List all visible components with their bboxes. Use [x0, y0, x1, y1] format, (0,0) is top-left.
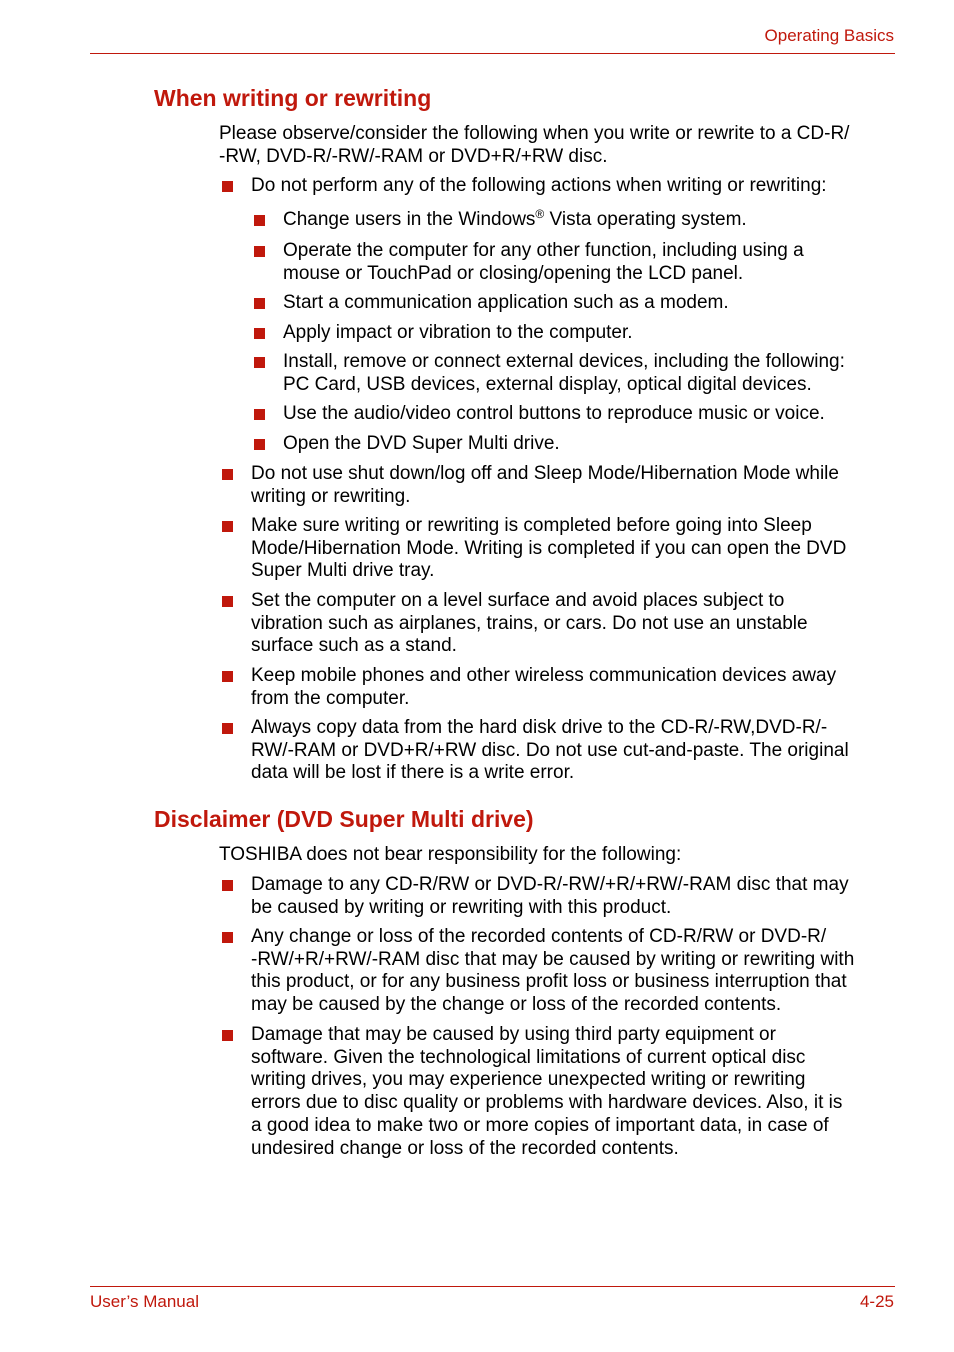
- bullet-square-icon: [222, 671, 233, 682]
- bullet-square-icon: [254, 246, 265, 257]
- list-item: Any change or loss of the recorded contents of CD-R/RW or DVD-R/ -RW/+R/+RW/-RAM disc that may be caused by writing or rewriting with this product, or for any business profit loss or business interruption that may be caused by the change or loss of the recorded contents.: [222, 926, 912, 1017]
- list-item: Do not perform any of the following actions when writing or rewriting:: [222, 175, 912, 198]
- sub-list-item: Change users in the Windows® Vista operating system.: [254, 209, 914, 232]
- bullet-square-icon: [222, 1030, 233, 1041]
- running-header: Operating Basics: [764, 26, 894, 45]
- sub-list-item: Operate the computer for any other function, including using a mouse or TouchPad or closing/opening the LCD panel.: [254, 240, 914, 285]
- disclaimer-intro: TOSHIBA does not bear responsibility for the following:: [219, 844, 682, 865]
- section-heading-disclaimer: Disclaimer (DVD Super Multi drive): [154, 806, 534, 832]
- list-item: Set the computer on a level surface and avoid places subject to vibration such as airplanes, trains, or cars. Do not use an unstable surface such as a stand.: [222, 590, 912, 658]
- bullet-square-icon: [222, 880, 233, 891]
- bullet-square-icon: [222, 596, 233, 607]
- intro-paragraph: Please observe/consider the following when you write or rewrite to a CD-R/ -RW, DVD-R/-RW/-RAM or DVD+R/+RW disc.: [219, 123, 850, 167]
- bullet-square-icon: [222, 932, 233, 943]
- bullet-square-icon: [254, 328, 265, 339]
- bullet-square-icon: [222, 469, 233, 480]
- list-item: Make sure writing or rewriting is completed before going into Sleep Mode/Hibernation Mode. Writing is completed if you can open the DVD Super Multi drive tray.: [222, 515, 912, 583]
- bullet-square-icon: [254, 215, 265, 226]
- footer-manual-title: User’s Manual: [90, 1292, 199, 1311]
- bullet-square-icon: [222, 521, 233, 532]
- bullet-square-icon: [222, 181, 233, 192]
- sub-list-item: Use the audio/video control buttons to reproduce music or voice.: [254, 403, 914, 426]
- list-item: Keep mobile phones and other wireless communication devices away from the computer.: [222, 665, 912, 710]
- list-item: Damage to any CD-R/RW or DVD-R/-RW/+R/+RW/-RAM disc that may be caused by writing or rewriting with this product.: [222, 874, 912, 919]
- bullet-square-icon: [254, 439, 265, 450]
- sub-list-item: Start a communication application such as a modem.: [254, 292, 914, 315]
- bullet-square-icon: [222, 723, 233, 734]
- sub-list-item: Install, remove or connect external devices, including the following: PC Card, USB devices, external display, optical digital devices.: [254, 351, 914, 396]
- section-heading-writing: When writing or rewriting: [154, 85, 432, 111]
- footer-rule: [90, 1286, 895, 1287]
- list-item: Do not use shut down/log off and Sleep Mode/Hibernation Mode while writing or rewriting.: [222, 463, 912, 508]
- bullet-square-icon: [254, 409, 265, 420]
- bullet-square-icon: [254, 357, 265, 368]
- sub-list-item: Open the DVD Super Multi drive.: [254, 433, 914, 456]
- header-rule: [90, 53, 895, 54]
- page-number: 4-25: [859, 1292, 894, 1311]
- bullet-square-icon: [254, 298, 265, 309]
- list-item: Damage that may be caused by using third party equipment or software. Given the technological limitations of current optical disc writing drives, you may experience unexpected writing or rewriting errors due to disc quality or problems with hardware devices. Also, it is a good idea to make two or more copies of important data, in case of undesired change or loss of the recorded contents.: [222, 1024, 912, 1160]
- list-item: Always copy data from the hard disk drive to the CD-R/-RW,DVD-R/- RW/-RAM or DVD+R/+RW disc. Do not use cut-and-paste. The original data will be lost if there is a write error.: [222, 717, 912, 785]
- sub-list-item: Apply impact or vibration to the computer.: [254, 322, 914, 345]
